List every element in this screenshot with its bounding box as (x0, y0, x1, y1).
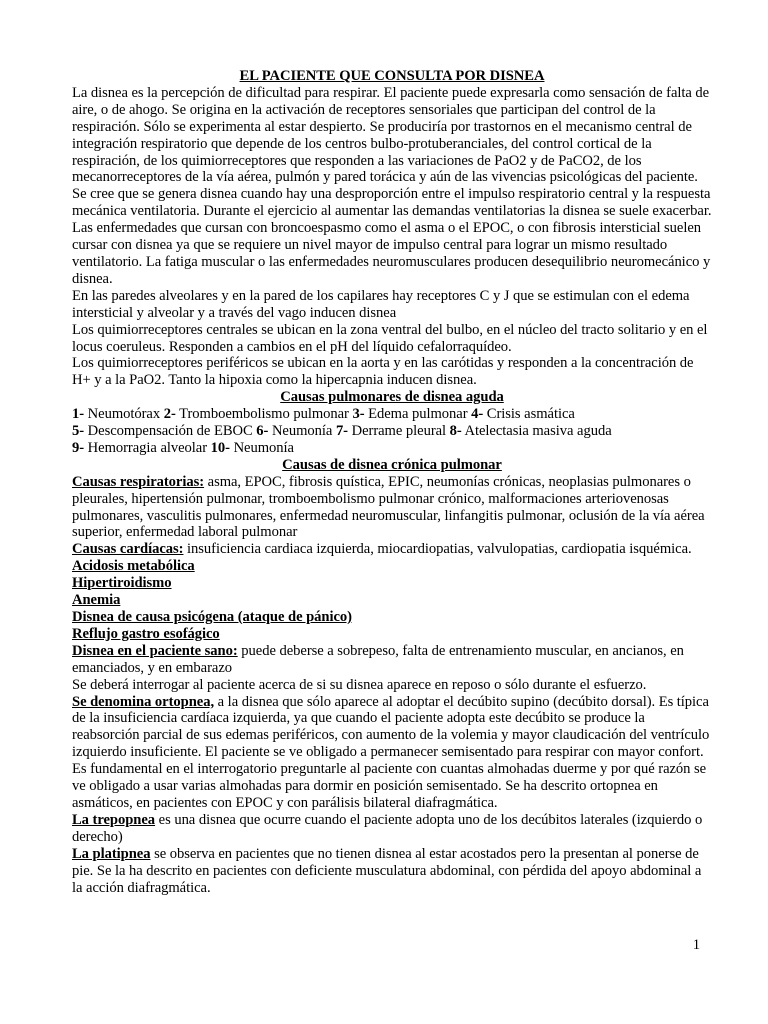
paragraph-central-chemoreceptors: Los quimiorreceptores centrales se ubican en la zona ventral del bulbo, en el núcleo del tracto solitario y en el locus coeruleus. Responden a cambios en el pH del líquido cefalorraquídeo. (72, 321, 708, 355)
paragraph-peripheral-chemoreceptors: Los quimiorreceptores periféricos se ubican en la aorta y en las carótidas y responden a la concentración de H+ y a la PaO2. Tanto la hipoxia como la hipercapnia inducen disnea. (72, 355, 694, 389)
acute-causes-line-3 (72, 440, 712, 457)
acute-causes-line-1 (72, 406, 712, 423)
interrogate-paragraph: Se deberá interrogar al paciente acerca de si su disnea aparece en reposo o sólo durante el esfuerzo. (72, 676, 647, 693)
cause-text: Tromboembolismo pulmonar (175, 406, 353, 423)
cause-text: Derrame pleural (348, 423, 450, 440)
paragraph-receptors: En las paredes alveolares y en la pared de los capilares hay receptores C y J que se estimulan con el edema intersticial y alveolar y a través del vago inducen disnea (72, 287, 690, 321)
cardiac-causes-paragraph (72, 541, 712, 558)
cause-number: 7- (335, 423, 348, 440)
cause-number: 3- (352, 406, 365, 423)
cause-text: Neumonía (268, 423, 336, 440)
other-cause-hyperthyroidism: Hipertiroidismo (72, 575, 172, 592)
trepopnea-text: es una disnea que ocurre cuando el paciente adopta uno de los decúbitos laterales (izquierdo o derecho) (72, 811, 703, 845)
cause-number: 10- (210, 439, 230, 456)
healthy-patient-label: Disnea en el paciente sano: (72, 642, 238, 659)
acute-causes-line-2 (72, 423, 712, 440)
platypnea-text: se observa en pacientes que no tienen disnea al estar acostados pero la presentan al ponerse de pie. Se la ha descrito en pacientes con deficiente musculatura abdominal, con pérdida del apoyo abdominal a la acción diafragmática. (72, 845, 702, 896)
respiratory-causes-paragraph (72, 474, 712, 542)
cause-number: 5- (72, 423, 85, 440)
cause-number: 1- (72, 406, 85, 423)
respiratory-causes-text: asma, EPOC, fibrosis quística, EPIC, neumonías crónicas, neoplasias pulmonares o pleurales, hipertensión pulmonar, tromboembolismo pulmonar crónico, malformaciones arteriovenosas pulmonares, vasculitis pulmonares, enfermedad neuromuscular, linfangitis pulmonar, oclusión de la vía aérea superior, enfermedad laboral pulmonar (72, 473, 705, 541)
trepopnea-paragraph (72, 812, 712, 846)
paragraph-mechanism: Se cree que se genera disnea cuando hay una desproporción entre el impulso respiratorio central y la respuesta mecánica ventilatoria. Durante el ejercicio al aumentar las demandas ventilatorias la disnea se suele exacerbar. Las enfermedades que cursan con broncoespasmo como el asma o el EPOC, o con fibrosis intersticial suelen cursar con disnea ya que se requiere un nivel mayor de impulso central para lograr un mismo resultado ventilatorio. La fatiga muscular o las enfermedades neuromusculares producen desequilibrio neuromecánico y disnea. (72, 186, 712, 287)
healthy-patient-text: puede deberse a sobrepeso, falta de entrenamiento muscular, en ancianos, en emanciados, y en embarazo (72, 642, 684, 676)
cause-number: 6- (256, 423, 269, 440)
healthy-patient-paragraph (72, 643, 712, 677)
cardiac-causes-label: Causas cardíacas: (72, 541, 184, 558)
platypnea-label: La platipnea (72, 845, 151, 862)
other-cause-reflux: Reflujo gastro esofágico (72, 625, 220, 642)
respiratory-causes-label: Causas respiratorias: (72, 473, 205, 490)
cardiac-causes-text: insuficiencia cardiaca izquierda, miocardiopatias, valvulopatias, cardiopatia isquémica. (183, 541, 692, 558)
cause-text: Crisis asmática (483, 406, 575, 423)
other-cause-anemia: Anemia (72, 592, 121, 609)
chronic-causes-heading: Causas de disnea crónica pulmonar (282, 456, 502, 473)
cause-text: Atelectasia masiva aguda (461, 423, 612, 440)
cause-number: 8- (449, 423, 462, 440)
acute-causes-heading: Causas pulmonares de disnea aguda (280, 389, 504, 406)
other-cause-psychogenic: Disnea de causa psicógena (ataque de pánico) (72, 609, 352, 625)
orthopnea-text: a la disnea que sólo aparece al adoptar el decúbito supino (decúbito dorsal). Es típica de la insuficiencia cardíaca izquierda, ya que cuando el paciente adopta este decúbito se produce la reabsorción parcial de sus edemas periféricos, con aumento de la volemia y mayor claudicación del ventrículo izquierdo insuficiente. El paciente se ve obligado a permanecer semisentado para respirar con mayor confort. Es fundamental en el interrogatorio preguntarle al paciente con cuantas almohadas duerme y por qué razón se ve obligado a usar varias almohadas para dormir en posición semisentado. Se ha descrito ortopnea en asmáticos, en pacientes con EPOC y con parálisis bilateral diafragmática. (72, 693, 710, 811)
cause-text: Descompensación de EBOC (84, 423, 257, 440)
other-cause-metabolic-acidosis: Acidosis metabólica (72, 558, 195, 575)
cause-number: 4- (471, 406, 484, 423)
cause-number: 2- (163, 406, 176, 423)
orthopnea-paragraph (72, 694, 712, 812)
orthopnea-label: Se denomina ortopnea, (72, 693, 215, 710)
document-page (72, 68, 712, 896)
cause-text: Neumotórax (84, 406, 164, 423)
platypnea-paragraph (72, 846, 712, 897)
paragraph-definition: La disnea es la percepción de dificultad para respirar. El paciente puede expresarla como sensación de falta de aire, o de ahogo. Se origina en la activación de receptores sensoriales que participan del control de la respiración. Sólo se experimenta al estar despierto. Se produciría por trastornos en el mecanismo central de integración respiratorio que depende de los centros bulbo-protuberanciales, del control cortical de la respiración, de los quimiorreceptores que responden a las variaciones de PaO2 y de PaCO2, de los mecanorreceptores de la vía aérea, pulmón y pared torácica y aún de las vivencias psicológicas del paciente. (72, 84, 710, 186)
page-number: 1 (692, 937, 700, 953)
cause-number: 9- (72, 439, 85, 456)
cause-text: Hemorragia alveolar (84, 439, 211, 456)
trepopnea-label: La trepopnea (72, 811, 156, 828)
cause-text: Neumonía (229, 439, 294, 456)
cause-text: Edema pulmonar (364, 406, 472, 423)
document-title: EL PACIENTE QUE CONSULTA POR DISNEA (239, 68, 545, 84)
